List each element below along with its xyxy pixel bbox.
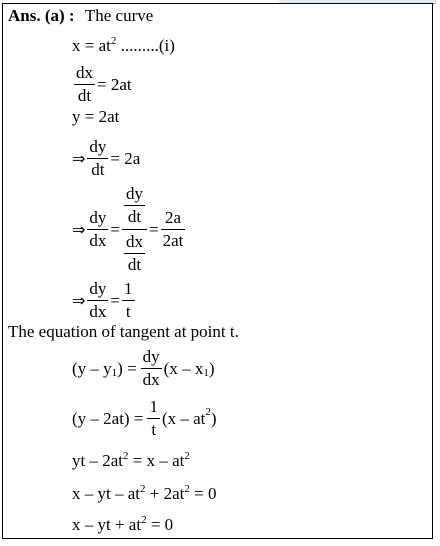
tangent-heading: The equation of tangent at point t. [8, 322, 239, 341]
implies-arrow: ⇒ [72, 148, 86, 168]
eq9-exp1: 2 [123, 450, 129, 462]
equation-11 [72, 515, 173, 537]
eq7-lhs-sub: 1 [111, 366, 118, 379]
eq8-rhs: (x – at [161, 408, 206, 428]
eq5-left-denominator: dx [89, 231, 107, 250]
implies-arrow: ⇒ [72, 290, 86, 310]
equation-5 [72, 183, 187, 276]
answer-frame [2, 3, 433, 539]
fraction-dy-dt [87, 136, 108, 181]
eq9-a: yt – 2at [72, 451, 123, 470]
eq6-equals: = [110, 290, 120, 310]
eq7-rhs-sub: 1 [203, 366, 209, 379]
inner-bottom-den: dt [127, 255, 142, 274]
fraction-dy-dx-2 [87, 278, 108, 323]
eq6-denominator: dx [89, 302, 107, 321]
eq5-equals: = [110, 219, 120, 239]
eq8-denominator: t [151, 420, 157, 439]
eq9-exp2: 2 [184, 450, 190, 462]
answer-header [8, 6, 153, 26]
eq7-lhs: (y – y [72, 358, 112, 378]
equation-9 [72, 451, 190, 473]
equation-3: y = 2at [72, 107, 120, 126]
eq8-rhs-close: ) [210, 408, 217, 428]
eq11-b: = 0 [146, 515, 174, 534]
eq2-rhs: = 2at [97, 74, 132, 94]
eq6-numerator: dy [89, 279, 107, 298]
equation-1 [72, 36, 175, 58]
eq7-rhs: (x – x [163, 358, 204, 378]
eq5-equals-2: = [149, 219, 159, 239]
eq7-denominator: dx [142, 370, 160, 389]
eq8-numerator: 1 [149, 397, 158, 416]
eq5-left-numerator: dy [89, 208, 107, 227]
fraction-dy-dx-3 [141, 346, 162, 391]
eq2-denominator: dt [77, 86, 92, 105]
implies-arrow: ⇒ [72, 219, 86, 239]
eq5-right-denominator: 2at [162, 231, 184, 250]
inner-fraction-top [124, 183, 145, 228]
eq1-lhs: x = at [72, 36, 111, 55]
fraction-dy-dx [87, 207, 108, 252]
fraction-1-t [122, 278, 135, 323]
eq5-right-numerator: 2a [164, 208, 181, 227]
eq2-numerator: dx [76, 63, 93, 82]
fraction-dx-dt [74, 62, 95, 107]
eq9-b: = x – at [128, 451, 185, 470]
eq11-exponent: 2 [141, 514, 147, 526]
eq4-numerator: dy [89, 137, 107, 156]
eq6-right-numerator: 1 [124, 279, 133, 298]
equation-7 [72, 346, 215, 391]
eq10-exp1: 2 [140, 483, 146, 495]
answer-label: Ans. (a) : [8, 6, 75, 25]
equation-4 [72, 136, 140, 181]
fraction-2a-2at [161, 207, 186, 252]
equation-2 [72, 62, 132, 107]
eq6-right-denominator: t [125, 302, 131, 321]
eq4-rhs: = 2a [110, 148, 141, 168]
eq4-denominator: dt [91, 160, 105, 179]
inner-fraction-bottom [124, 231, 145, 276]
inner-top-num: dy [126, 184, 143, 203]
equation-10 [72, 484, 216, 506]
eq11-a: x – yt + at [72, 515, 142, 534]
eq8-exponent: 2 [205, 405, 211, 418]
eq1-tag: .........(i) [120, 36, 175, 55]
intro-text: The curve [84, 6, 154, 25]
eq8-lhs: (y – 2at) = [72, 408, 144, 428]
equation-8 [72, 396, 217, 441]
fraction-1-t-2 [147, 396, 160, 441]
inner-bottom-num: dx [126, 232, 143, 251]
eq10-a: x – yt – at [72, 484, 140, 503]
eq7-rhs-close: ) [208, 358, 215, 378]
compound-fraction [122, 183, 147, 276]
eq10-exp2: 2 [184, 483, 190, 495]
eq7-numerator: dy [142, 347, 160, 366]
eq10-b: + 2at [145, 484, 185, 503]
eq1-exponent: 2 [110, 35, 117, 47]
equation-6 [72, 278, 137, 323]
inner-top-den: dt [127, 207, 142, 226]
eq10-c: = 0 [189, 484, 217, 503]
eq7-lhs-close: ) = [117, 358, 137, 378]
